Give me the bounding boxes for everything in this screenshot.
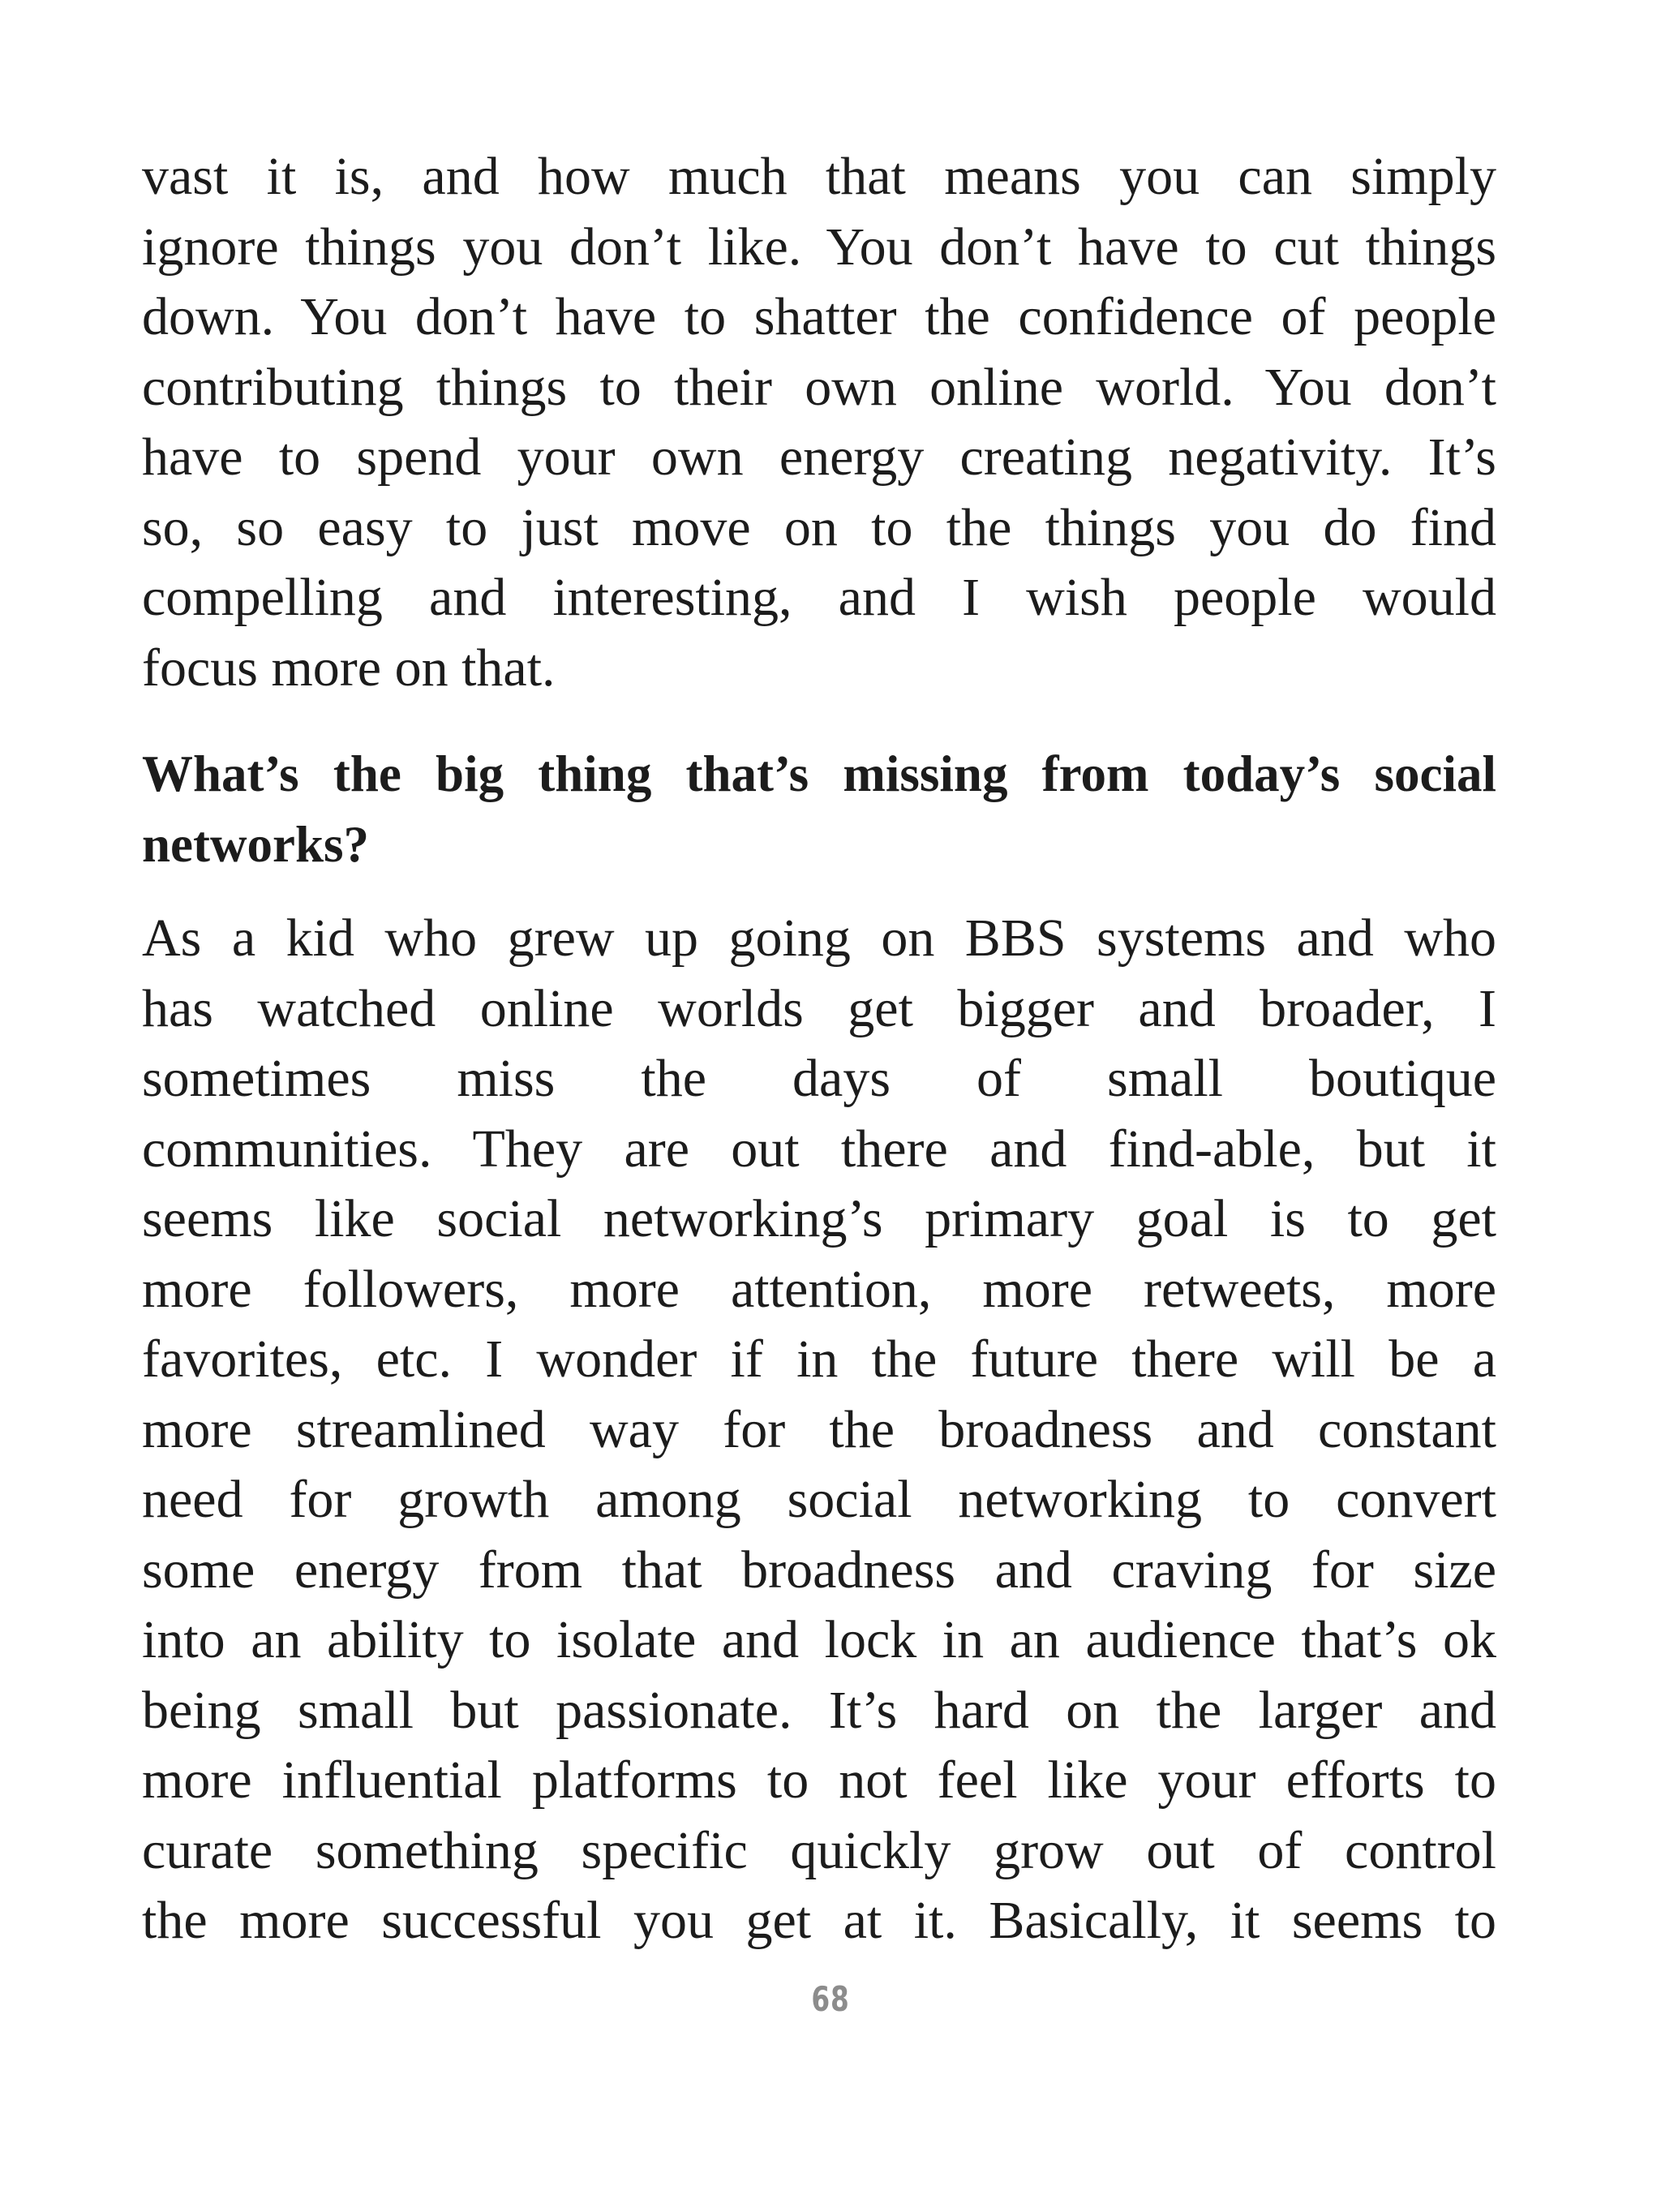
question-line: networks? [142, 815, 369, 873]
text-line: more followers, more attention, more retweets, more [142, 1259, 1496, 1319]
text-line: so, so easy to just move on to the things you do find [142, 497, 1496, 557]
text-line: has watched online worlds get bigger and broader, I [142, 978, 1496, 1038]
text-line: the more successful you get at it. Basically, it seems to [142, 1891, 1496, 1950]
text-line: down. You don’t have to shatter the confidence of people [142, 287, 1496, 346]
text-line: into an ability to isolate and lock in an audience that’s ok [142, 1610, 1496, 1669]
text-line: more streamlined way for the broadness and constant [142, 1399, 1496, 1459]
body-paragraph [142, 142, 1496, 703]
text-line: need for growth among social networking to convert [142, 1470, 1496, 1529]
text-line: communities. They are out there and find-able, but it [142, 1119, 1496, 1179]
text-line: seems like social networking’s primary goal is to get [142, 1189, 1496, 1248]
text-line: more influential platforms to not feel like your efforts to [142, 1750, 1496, 1810]
text-line: vast it is, and how much that means you can simply [142, 147, 1496, 206]
answer-paragraph [142, 904, 1496, 1956]
text-line: sometimes miss the days of small boutique [142, 1049, 1496, 1108]
text-line: being small but passionate. It’s hard on the larger and [142, 1680, 1496, 1740]
text-line: As a kid who grew up going on BBS systems and who [142, 908, 1496, 968]
text-line: have to spend your own energy creating negativity. It’s [142, 427, 1496, 487]
interview-question [142, 739, 1496, 879]
text-line: focus more on that. [142, 638, 556, 698]
question-line: What’s the big thing that’s missing from today’s social [142, 745, 1496, 802]
text-line: contributing things to their own online world. You don’t [142, 357, 1496, 417]
text-line: compelling and interesting, and I wish people would [142, 568, 1496, 627]
text-line: ignore things you don’t like. You don’t have to cut things [142, 217, 1496, 277]
page-number: 68 [811, 1979, 850, 2019]
text-line: favorites, etc. I wonder if in the future there will be a [142, 1329, 1496, 1389]
page-content [142, 142, 1496, 1956]
text-line: curate something specific quickly grow out of control [142, 1820, 1496, 1880]
text-line: some energy from that broadness and craving for size [142, 1540, 1496, 1600]
